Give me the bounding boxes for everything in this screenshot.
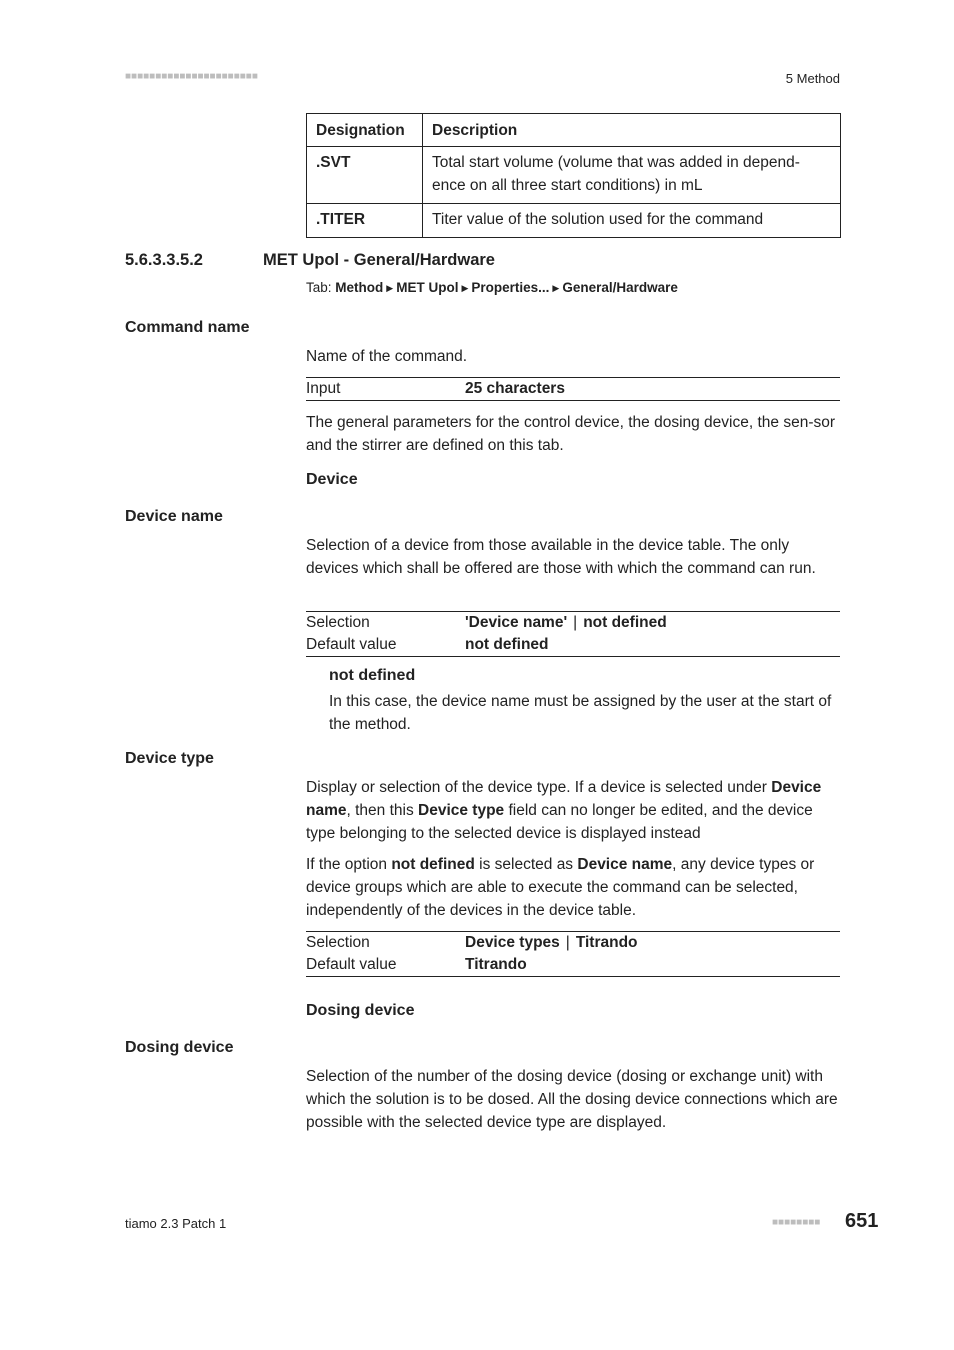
column-header-description: Description (423, 114, 841, 147)
device-name-param-table (306, 611, 840, 657)
breadcrumb-item: MET Upol (396, 280, 459, 295)
text-run: , then this (346, 802, 419, 819)
designation-cell: .TITER (307, 204, 423, 238)
param-value (465, 932, 638, 954)
param-row (306, 634, 840, 656)
param-key: Input (306, 380, 341, 397)
dosing-device-description: Selection of the number of the dosing device (dosing or exchange unit) with which the solution is to be dosed. All the dosing device connections which are possible with the selected device type are displayed. (306, 1068, 838, 1131)
text-run-bold: Device name (306, 779, 822, 819)
option-description: In this case, the device name must be assigned by the user at the start of the method. (329, 693, 832, 733)
column-header-designation: Designation (307, 114, 423, 147)
triangle-right-icon: ▶ (552, 283, 560, 293)
param-row (306, 954, 840, 976)
option-name: not defined (329, 667, 416, 684)
section-number: 5.6.3.3.5.2 (125, 251, 203, 269)
device-subheading: Device (306, 471, 358, 488)
text-run-bold: not defined (391, 856, 475, 873)
device-type-param-table (306, 931, 840, 977)
general-parameters-text: The general parameters for the control device, the dosing device, the sen-sor and the stirrer are defined on this tab. (306, 414, 836, 454)
text-run-bold: Device name (577, 856, 673, 873)
breadcrumb-item: Method (335, 280, 384, 295)
text-run: is selected as (474, 856, 578, 873)
command-name-param-table (306, 377, 840, 401)
section-title: MET Upol - General/Hardware (263, 251, 495, 269)
device-type-label: Device type (125, 750, 214, 767)
description-cell: Titer value of the solution used for the command (423, 204, 841, 238)
tab-breadcrumb (306, 280, 678, 295)
command-name-description: Name of the command. (306, 348, 468, 365)
param-key: Selection (306, 934, 370, 951)
param-row (306, 932, 840, 954)
text-run: field can no longer be edited, and the device type belonging to the selected device is displayed instead (306, 802, 813, 842)
text-run: Display or selection of the device type. If a device is selected under (306, 779, 772, 796)
dosing-device-subheading: Dosing device (306, 1002, 415, 1019)
dosing-device-label: Dosing device (125, 1039, 234, 1056)
text-run: , any device types or device groups which are able to execute the command can be selected, independently of the devices in the device table. (306, 856, 815, 919)
device-name-description: Selection of a device from those available in the device table. The only devices which shall be offered are those with which the command can run. (306, 537, 816, 577)
param-key: Selection (306, 614, 370, 631)
footer-decoration: ■■■■■■■■ (772, 1217, 821, 1228)
param-key: Default value (306, 636, 397, 653)
page-number: 651 (845, 1210, 879, 1232)
text-run: If the option (306, 856, 392, 873)
param-key: Default value (306, 956, 397, 973)
text-run-bold: Device type (418, 802, 505, 819)
description-cell: Total start volume (volume that was added in depend-ence on all three start conditions) in mL (423, 147, 841, 204)
option-separator: | (565, 934, 570, 951)
triangle-right-icon: ▶ (461, 283, 469, 293)
variables-table (306, 113, 841, 238)
table-row (307, 147, 841, 204)
param-value (465, 612, 667, 634)
param-value: not defined (465, 636, 549, 653)
tab-label: Tab: (306, 280, 332, 295)
option-value: 'Device name' (465, 614, 568, 631)
param-row (306, 378, 840, 400)
device-name-label: Device name (125, 508, 223, 525)
breadcrumb-item: General/Hardware (562, 280, 678, 295)
header-decoration: ■■■■■■■■■■■■■■■■■■■■■■ (125, 71, 258, 82)
param-value: 25 characters (465, 380, 565, 397)
option-value: Device types (465, 934, 560, 951)
breadcrumb-item: Properties... (471, 280, 550, 295)
triangle-right-icon: ▶ (386, 283, 394, 293)
command-name-label: Command name (125, 319, 250, 336)
table-row (307, 204, 841, 238)
product-name: tiamo 2.3 Patch 1 (125, 1216, 227, 1231)
chapter-title: 5 Method (785, 71, 840, 86)
param-row (306, 612, 840, 634)
option-value: not defined (583, 614, 667, 631)
designation-cell: .SVT (307, 147, 423, 204)
table-header-row (307, 114, 841, 147)
device-type-note (306, 853, 841, 922)
param-value: Titrando (465, 956, 527, 973)
option-separator: | (573, 614, 578, 631)
device-type-description (306, 776, 841, 845)
option-value: Titrando (575, 934, 638, 951)
